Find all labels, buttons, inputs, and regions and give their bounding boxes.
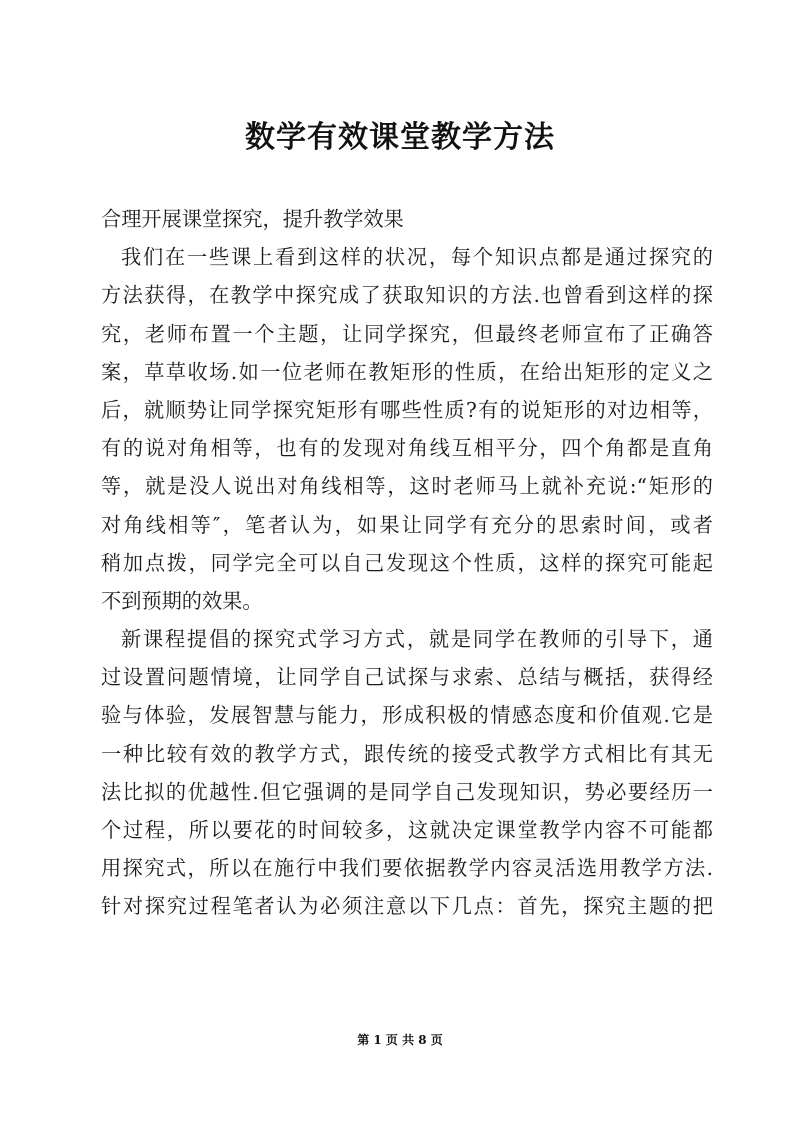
text-line: 我们在一些课上看到这样的状况，每个知识点都是通过探究的 [121,245,713,270]
text-line: 一种比较有效的教学方式，跟传统的接受式教学方式相比有其无 [101,741,713,766]
text-line: 个过程，所以要花的时间较多，这就决定课堂教学内容不可能都 [101,818,713,842]
document-body [101,200,713,926]
text-line: 新课程提倡的探究式学习方式，就是同学在教师的引导下，通 [121,627,713,652]
text-line: 究，老师布置一个主题，让同学探究，但最终老师宣布了正确答 [101,321,713,346]
page-footer: 第 1 页 共 8 页 [357,1033,443,1047]
text-line: 案，草草收场.如一位老师在教矩形的性质，在给出矩形的定义之 [101,359,713,384]
text-line: 法比拟的优越性.但它强调的是同学自己发现知识，势必要经历一 [101,779,713,804]
text-line: 针对探究过程笔者认为必须注意以下几点：首先，探究主题的把 [101,894,713,919]
text-line: 方法获得，在教学中探究成了获取知识的方法.也曾看到这样的探 [101,283,713,308]
text-line: 对角线相等″，笔者认为，如果让同学有充分的思索时间，或者 [101,512,713,537]
section-heading: 合理开展课堂探究，提升教学效果 [101,207,404,231]
document-title: 数学有效课堂教学方法 [245,120,555,155]
text-line: 等，就是没人说出对角线相等，这时老师马上就补充说:“矩形的 [101,474,713,499]
text-line: 后，就顺势让同学探究矩形有哪些性质?有的说矩形的对边相等， [101,397,713,422]
text-line: 验与体验，发展智慧与能力，形成积极的情感态度和价值观.它是 [101,703,713,728]
text-line: 过设置问题情境，让同学自己试探与求索、总结与概括，获得经 [101,665,713,690]
text-line: 不到预期的效果。 [101,588,263,613]
text-line: 稍加点拨，同学完全可以自己发现这个性质，这样的探究可能起 [101,550,713,575]
text-line: 有的说对角相等，也有的发现对角线互相平分，四个角都是直角 [101,436,713,461]
text-line: 用探究式，所以在施行中我们要依据教学内容灵活选用教学方法. [101,856,713,881]
